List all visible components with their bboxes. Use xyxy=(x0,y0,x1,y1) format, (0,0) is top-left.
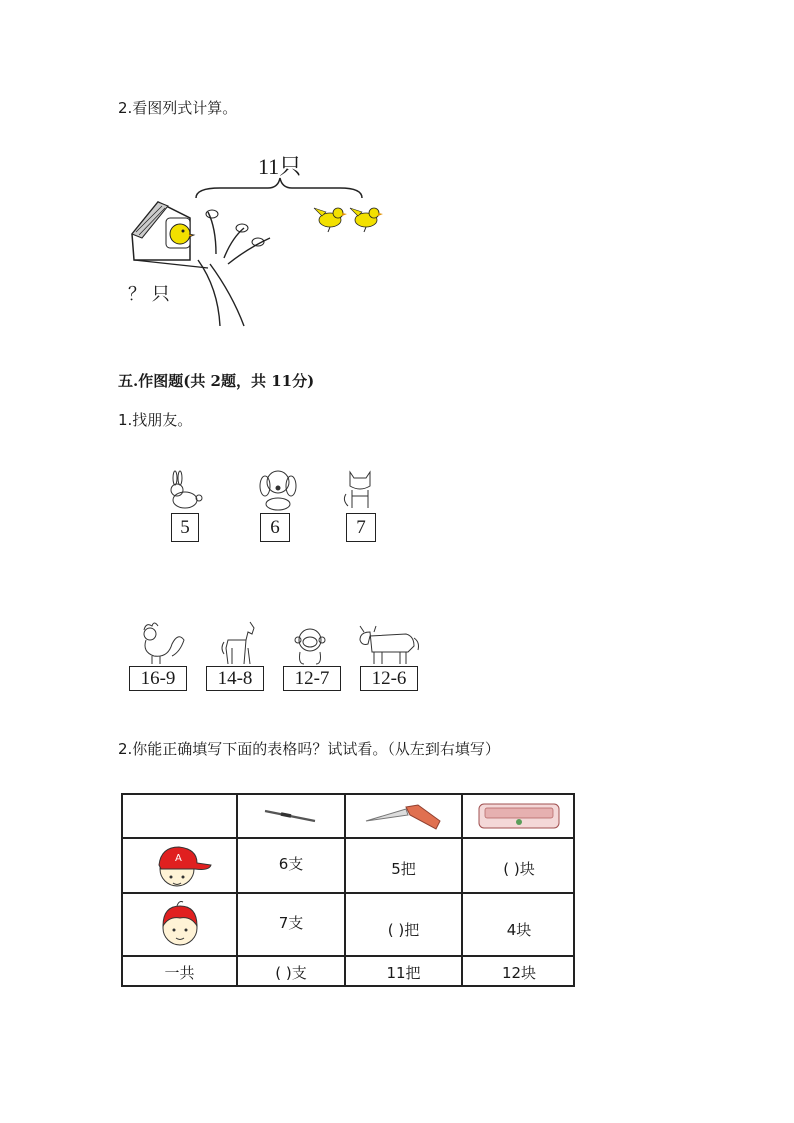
dog-icon xyxy=(254,466,300,512)
row-2-knife-cell[interactable]: ( )把 xyxy=(387,921,420,939)
horse-icon xyxy=(220,618,262,666)
row-2-pen-cell[interactable]: 7支 xyxy=(278,914,304,932)
total-label: 11只 xyxy=(258,154,302,179)
question-2b-title: 2.你能正确填写下面的表格吗？试试看。（从左到右填写） xyxy=(118,740,500,758)
row-3-case-cell[interactable]: 12块 xyxy=(501,963,537,982)
question-2-title: 2.看图列式计算。 xyxy=(118,99,238,117)
expr-box-12-6: 12-6 xyxy=(360,666,418,691)
row-1-knife-cell[interactable]: 5把 xyxy=(391,860,416,878)
fill-table xyxy=(121,793,575,987)
row-3-knife-cell[interactable]: 11把 xyxy=(386,963,421,982)
expr-box-12-7: 12-7 xyxy=(283,666,341,691)
row-1-case-cell[interactable]: ( )块 xyxy=(503,860,535,878)
table-header-pencil-case xyxy=(463,795,575,837)
rooster-icon xyxy=(132,618,186,666)
expr-box-14-8: 14-8 xyxy=(206,666,264,691)
row-3-pen-cell[interactable]: ( )支 xyxy=(275,963,307,982)
table-header-pen xyxy=(238,795,344,837)
number-box-7: 7 xyxy=(346,513,376,542)
row-1-pen-cell[interactable]: 6支 xyxy=(278,855,304,873)
pencil-case-icon xyxy=(477,800,561,832)
birds-icon xyxy=(312,202,384,234)
monkey-icon xyxy=(290,626,330,666)
pen-icon xyxy=(263,807,319,825)
boy-hair-icon xyxy=(155,898,205,952)
rabbit-icon xyxy=(167,472,207,512)
row-2-case-cell[interactable]: 4块 xyxy=(506,921,532,939)
svg-text:A: A xyxy=(174,852,182,864)
number-box-5: 5 xyxy=(171,513,199,542)
knife-icon xyxy=(362,799,446,833)
table-header-knife xyxy=(346,795,461,837)
row-2-icon-cell xyxy=(123,894,236,955)
expr-box-16-9: 16-9 xyxy=(129,666,187,691)
section-5-title: 五.作图题(共 2题，共 11分) xyxy=(118,372,315,390)
cow-icon xyxy=(356,622,420,666)
question-1-title: 1.找朋友。 xyxy=(118,411,193,429)
question-label: ？ 只 xyxy=(128,284,170,305)
number-box-6: 6 xyxy=(260,513,290,542)
birdhouse-tree-icon xyxy=(128,198,288,328)
cat-icon xyxy=(340,466,382,512)
row-1-icon-cell xyxy=(123,839,236,892)
boy-cap-icon xyxy=(147,843,213,889)
row-3-label: 一共 xyxy=(164,963,195,982)
